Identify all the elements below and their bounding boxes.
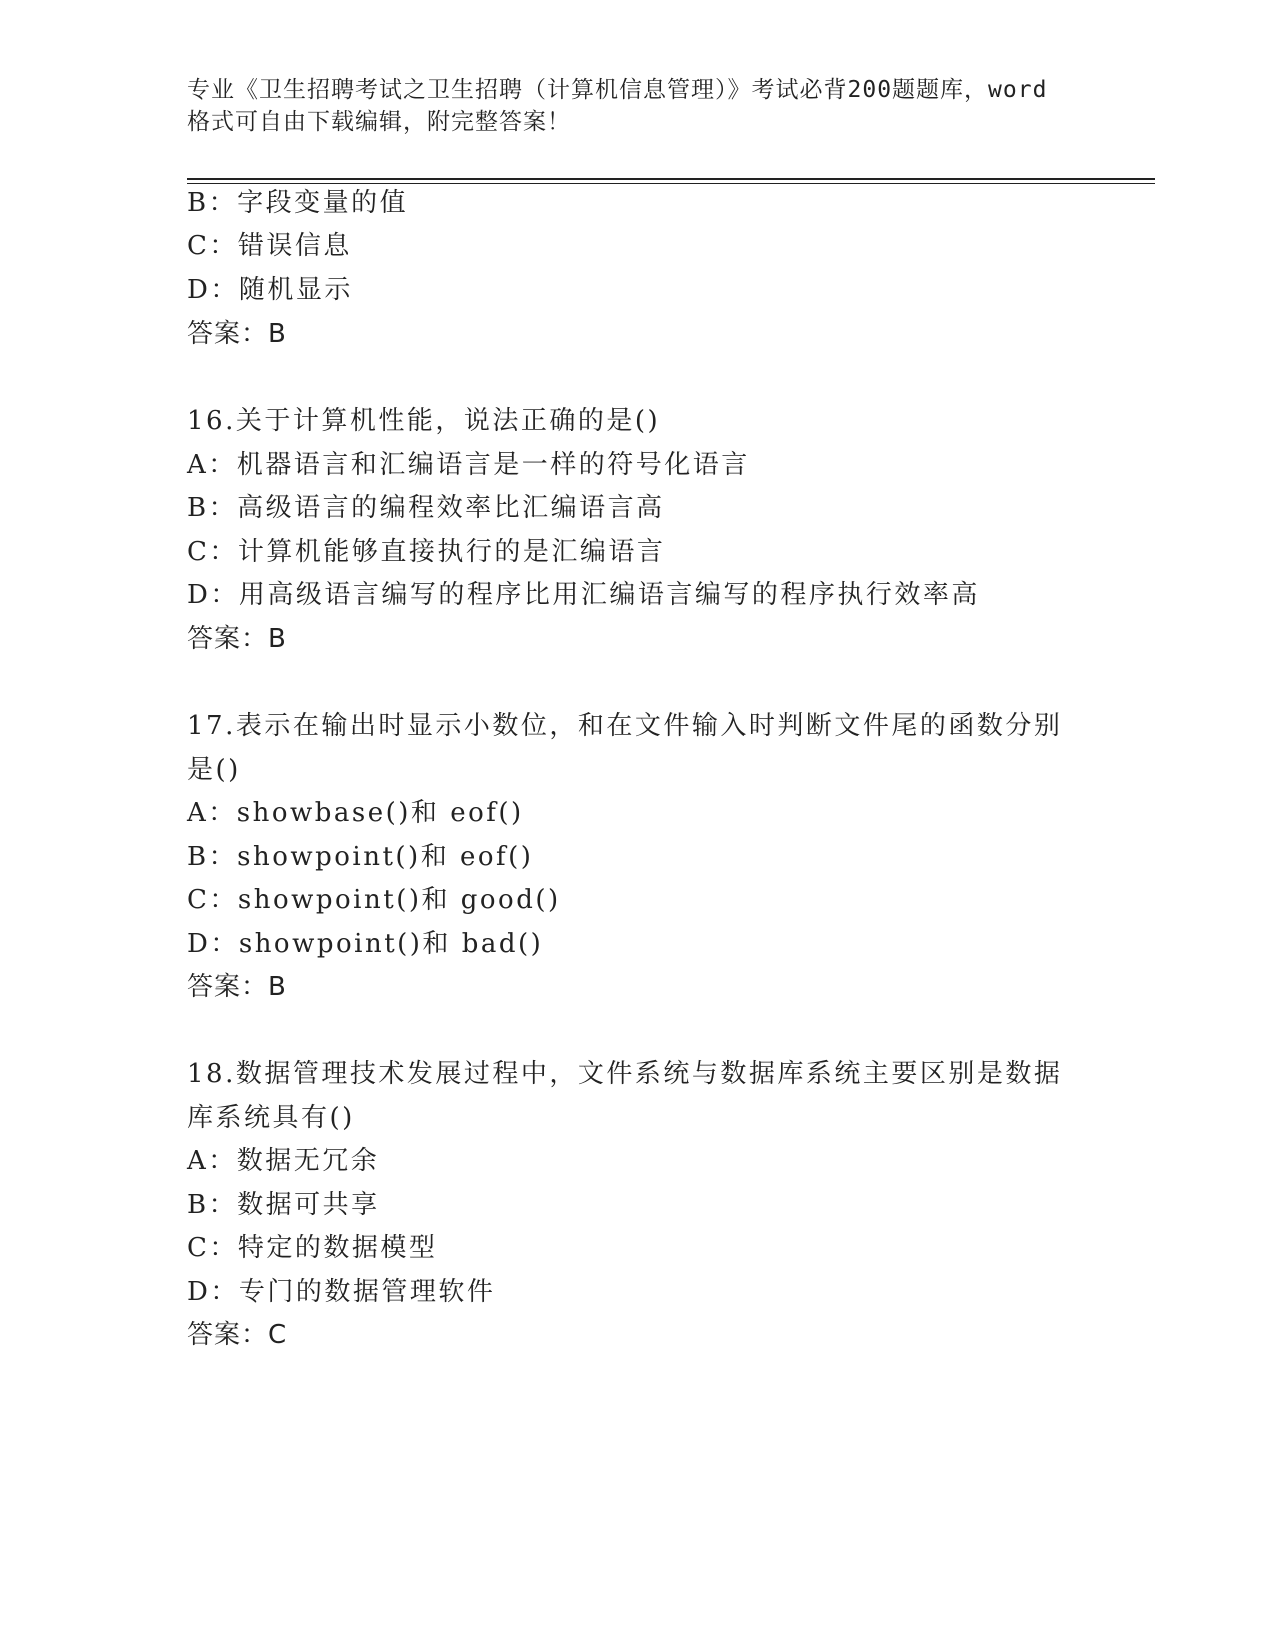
q16-option-a: A：机器语言和汇编语言是一样的符号化语言: [187, 450, 750, 480]
q16-answer: 答案：B: [187, 624, 287, 654]
q15-option-c: C：错误信息: [187, 231, 352, 261]
q18-option-b: B：数据可共享: [187, 1190, 380, 1220]
header-divider-thin: [187, 183, 1155, 184]
q16-question: 16.关于计算机性能，说法正确的是(): [187, 406, 661, 436]
q17-question-line-1: 17.表示在输出时显示小数位，和在文件输入时判断文件尾的函数分别: [187, 711, 1063, 741]
q18-option-a: A：数据无冗余: [187, 1146, 380, 1176]
q18-question-line-1: 18.数据管理技术发展过程中，文件系统与数据库系统主要区别是数据: [187, 1059, 1063, 1089]
q16-option-c: C：计算机能够直接执行的是汇编语言: [187, 537, 666, 567]
q15-option-b: B：字段变量的值: [187, 188, 409, 218]
q17-option-d: D：showpoint()和 bad(): [187, 929, 544, 959]
q17-option-a: A：showbase()和 eof(): [187, 798, 524, 828]
header-line-1: 专业《卫生招聘考试之卫生招聘（计算机信息管理）》考试必背200题题库，word: [187, 77, 1048, 103]
header-line-2: 格式可自由下载编辑，附完整答案！: [187, 109, 571, 135]
q15-answer: 答案：B: [187, 319, 287, 349]
q18-question-line-2: 库系统具有(): [187, 1103, 355, 1133]
document-header: [187, 74, 1087, 138]
header-divider-thick: [187, 178, 1155, 180]
q18-answer: 答案：C: [187, 1320, 288, 1350]
q17-option-b: B：showpoint()和 eof(): [187, 842, 534, 872]
q17-question-line-2: 是(): [187, 755, 241, 785]
q17-answer: 答案：B: [187, 972, 287, 1002]
q17-option-c: C：showpoint()和 good(): [187, 885, 561, 915]
q16-option-b: B：高级语言的编程效率比汇编语言高: [187, 493, 665, 523]
q18-option-c: C：特定的数据模型: [187, 1233, 438, 1263]
q15-option-d: D：随机显示: [187, 275, 353, 305]
q18-option-d: D：专门的数据管理软件: [187, 1277, 496, 1307]
q16-option-d: D：用高级语言编写的程序比用汇编语言编写的程序执行效率高: [187, 580, 980, 610]
